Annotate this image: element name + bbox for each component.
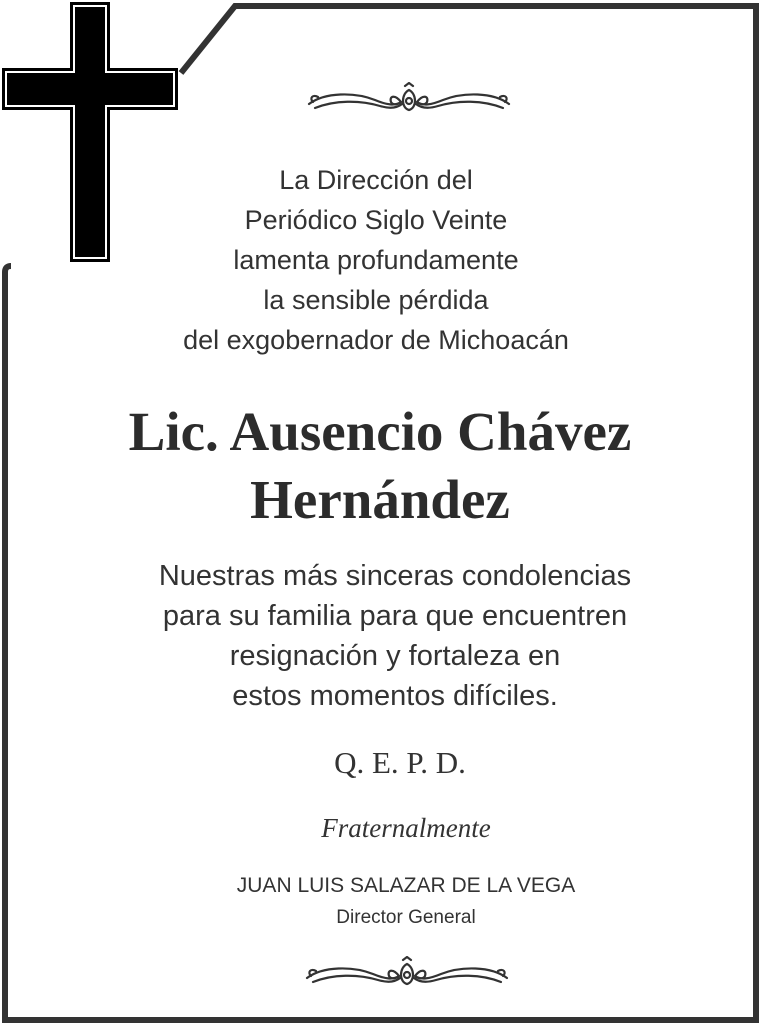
intro-line: La Dirección del bbox=[279, 165, 473, 195]
deceased-name bbox=[0, 398, 760, 534]
condolence-line: Nuestras más sinceras condolencias bbox=[158, 560, 632, 592]
condolence-line: para su familia para que encuentren bbox=[162, 600, 628, 632]
intro-line: la sensible pérdida bbox=[263, 285, 489, 315]
flourish-ornament bbox=[303, 956, 511, 992]
qepd-text: Q. E. P. D. bbox=[334, 745, 466, 780]
condolence-line: estos momentos difíciles. bbox=[232, 680, 558, 712]
flourish-ornament bbox=[305, 82, 513, 118]
closing-text: Fraternalmente bbox=[321, 813, 491, 843]
intro-text bbox=[0, 160, 756, 360]
condolence-line: resignación y fortaleza en bbox=[229, 640, 561, 672]
deceased-name-line: Lic. Ausencio Chávez bbox=[128, 401, 632, 462]
signer-title: Director General bbox=[336, 907, 476, 928]
deceased-name-line: Hernández bbox=[250, 469, 510, 530]
condolence-text bbox=[15, 556, 760, 716]
intro-line: lamenta profundamente bbox=[233, 245, 519, 275]
signer-name: JUAN LUIS SALAZAR DE LA VEGA bbox=[236, 874, 576, 897]
intro-line: del exgobernador de Michoacán bbox=[183, 325, 569, 355]
intro-line: Periódico Siglo Veinte bbox=[244, 205, 508, 235]
